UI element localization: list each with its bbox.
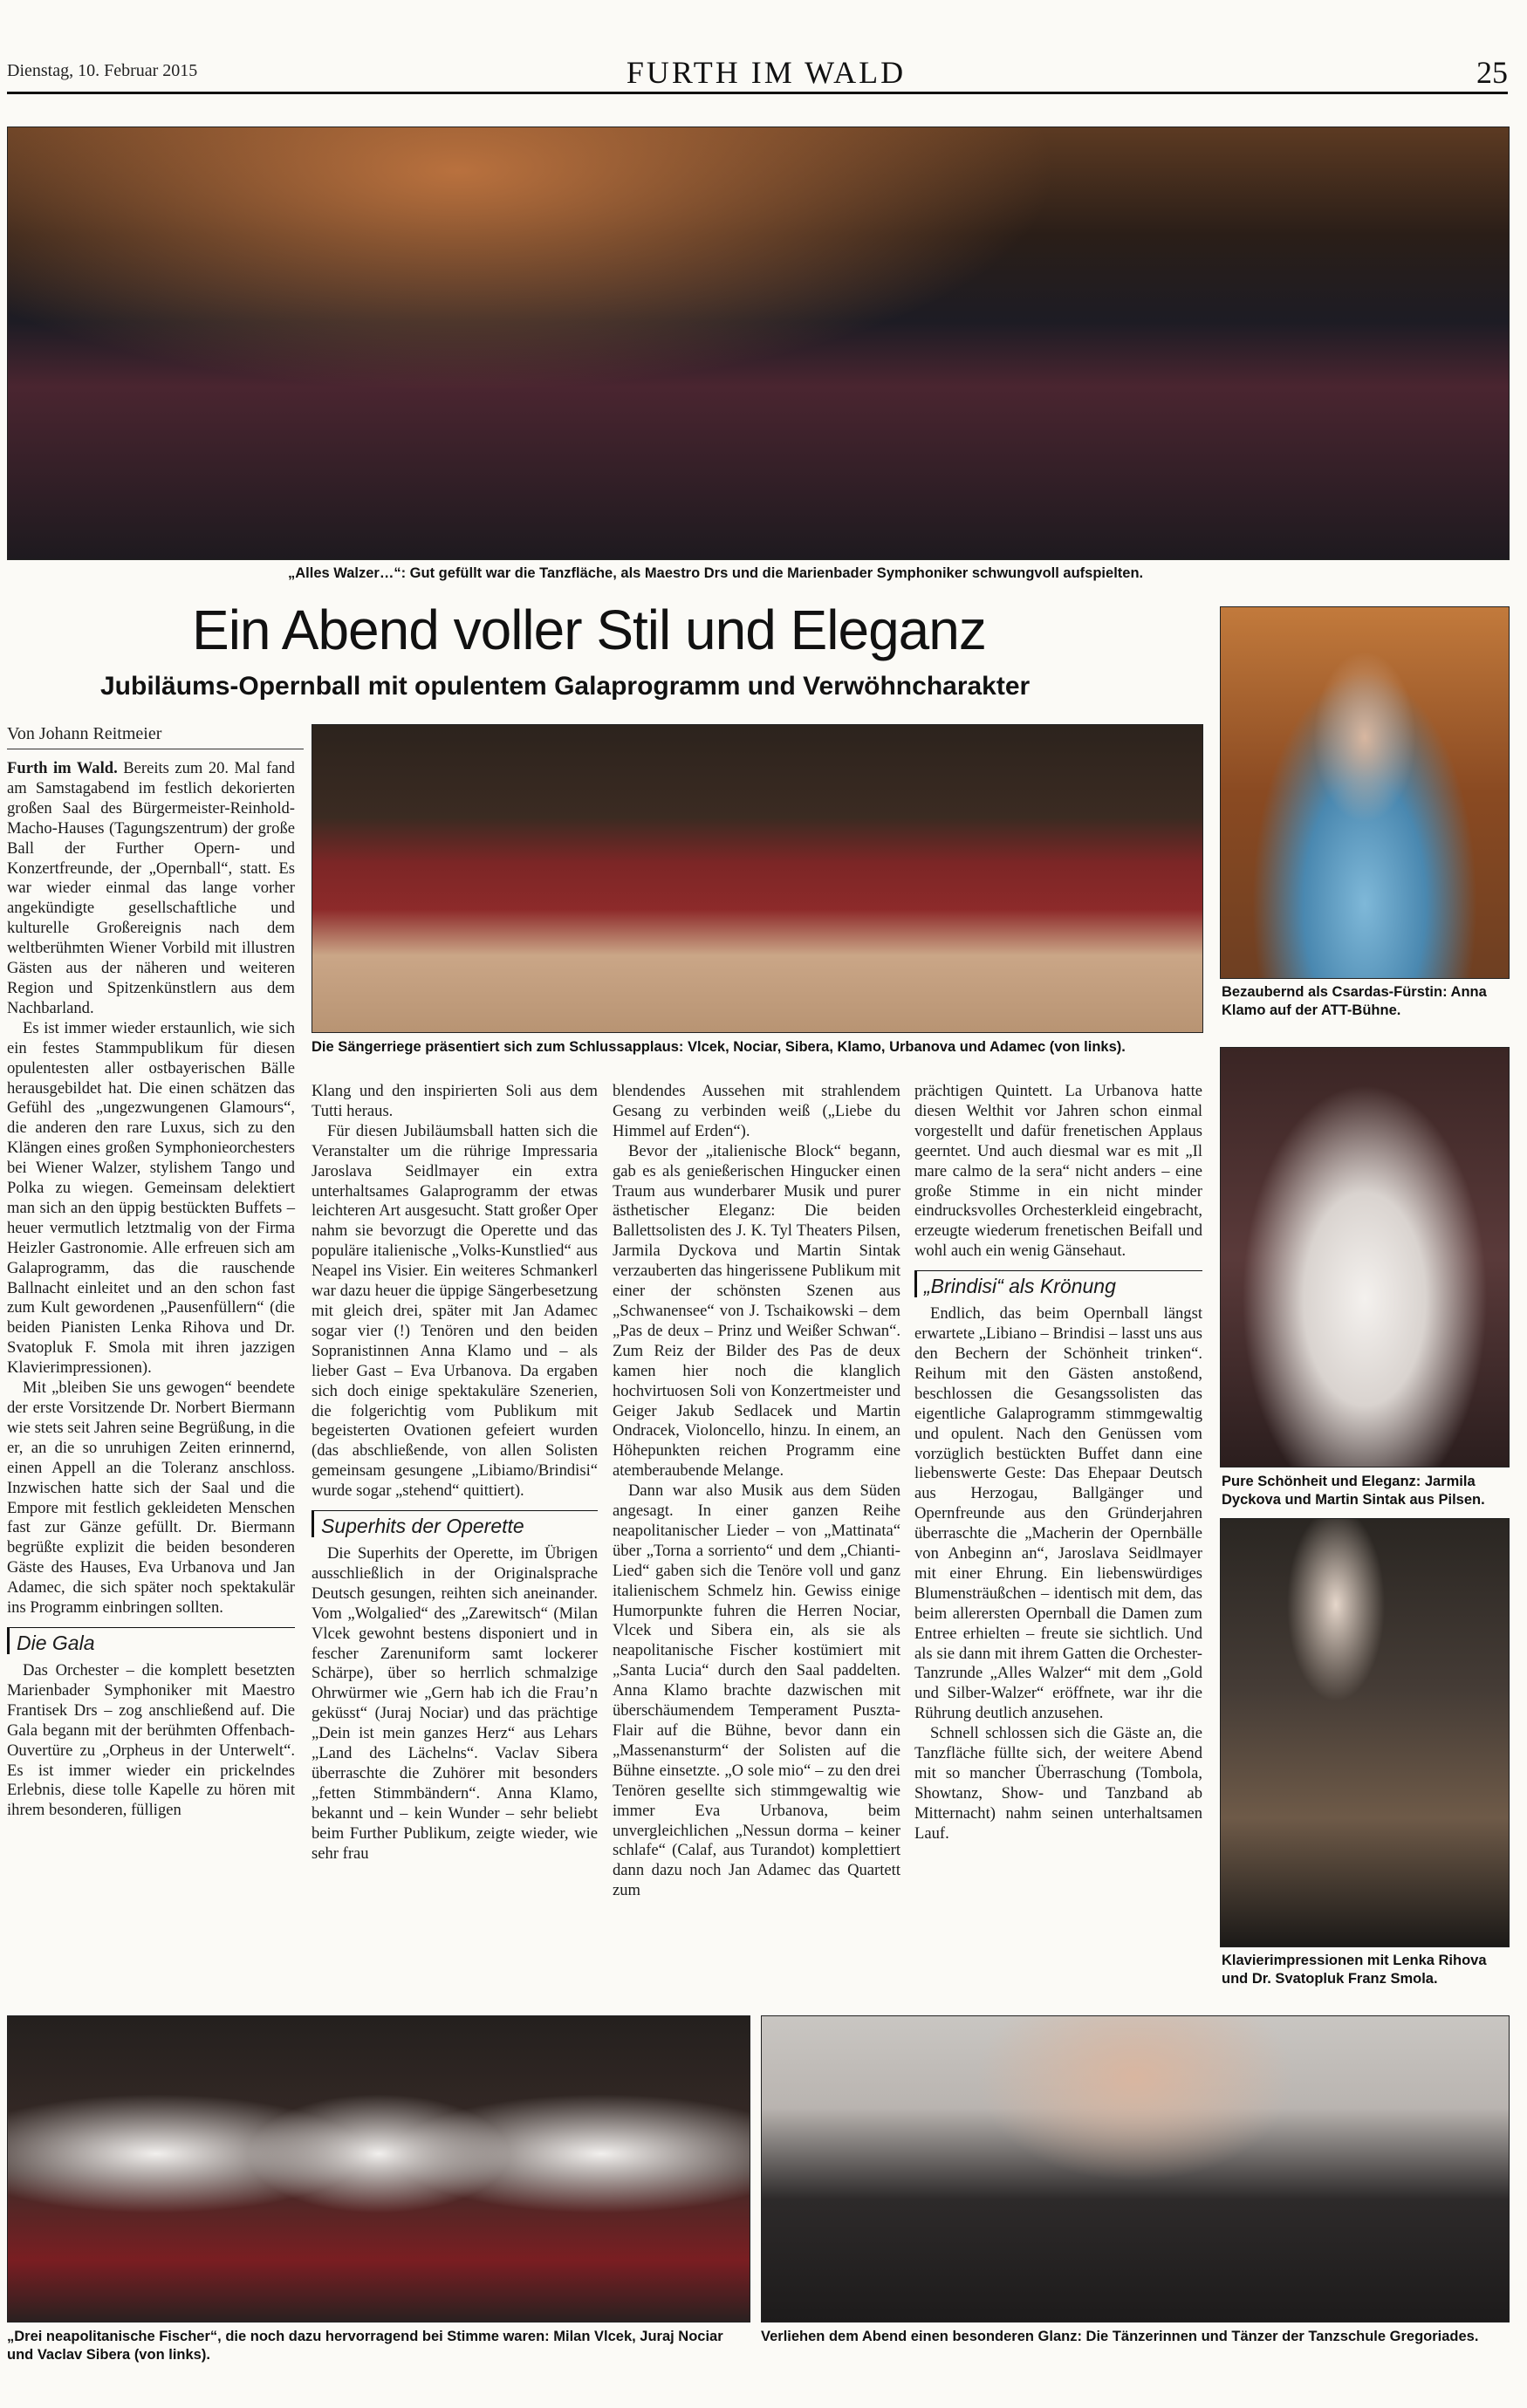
singers-photo xyxy=(312,724,1203,1033)
dancers-photo xyxy=(761,2015,1510,2322)
col2-p3: Die Superhits der Operette, im Übrigen ausschließlich in der Originalsprache Deutsch gesungen, reihten sich aneinander. Vom „Wolgalied“ des „Zarewitsch“ (Milan Vlcek gewohnt bestens disponiert und in fescher Zarenuniform samt lockerer Schärpe), über so herrlich schmalzige Ohrwürmer wie „Gern hab ich die Frau’n geküsst“ (Juraj Nociar) und das prächtige „Dein ist mein ganzes Herz“ aus Lehars „Land des Lächelns“. Vaclav Sibera überraschte die Zuhörer mit besonders „fetten Stimmbändern“. Anna Klamo, bekannt und – kein Wunder – sehr beliebt beim Further Publikum, zeigte wieder, wie sehr frau xyxy=(312,1544,598,1863)
anna-klamo-caption: Bezaubernd als Csardas-Fürstin: Anna Klamo auf der ATT-Bühne. xyxy=(1222,984,1487,1018)
fischer-caption: „Drei neapolitanische Fischer“, die noch dazu hervorragend bei Stimme waren: Milan Vlcek, Juraj Nociar und Vaclav Sibera (von links). xyxy=(7,2329,723,2363)
col2-p2: Für diesen Jubiläumsball hatten sich die Veranstalter um die rührige Impressaria Jaroslava Seidlmayer ein extra unterhaltsames Galaprogramm der etwas leichteren Art ausgesucht. Statt großer Oper nahm sie bevorzugt die Operette und das populäre italienische „Volks-Kunstlied“ aus Neapel ins Visier. Ein weiteres Schmankerl war dazu heuer die üppige Sängerbesetzung mit gleich drei, später mit Jan Adamec sogar vier (!) Tenören und den beiden Sopranistinnen Anna Klamo und – als lieber Gast – Eva Urbanova. Da ergaben sich doch einige spektakuläre Szenerien, die folgerichtig vom Publikum mit begeisterten Ovationen gefeiert wurden (das abschließende, von allen Solisten gemeinsam gesungene „Libiamo/Brindisi“ wurde sogar „stehend“ quittiert). xyxy=(312,1121,598,1501)
dateline: Furth im Wald. xyxy=(7,759,118,777)
headline: Ein Abend voller Stil und Eleganz xyxy=(192,599,986,661)
col3-p1: blendendes Aussehen mit strahlendem Gesang zu verbinden weiß („Liebe du Himmel auf Erden“). xyxy=(613,1082,900,1140)
ballroom-photo xyxy=(7,127,1510,560)
col4-p2: Endlich, das beim Opernball längst erwartete „Libiano – Brindisi – lasst uns aus den Bechern der Schönheit trinken“. Reihum mit den Gästen anstoßend, beschlossen die Gesangssolisten das eigentliche Galaprogramm stimmgewaltig und opulent. Nach den Genüssen vom vorzüglich bestückten Buffet dann eine liebenswerte Geste: Das Ehepaar Deutsch aus Herzogau, Ballgänger und Opernfreunde aus den Gründerjahren überraschte die „Macherin der Opernbälle von Anbeginn an“, Jaroslava Seidlmayer mit einer Ehrung. Ein liebenswürdiges Blumensträußchen – identisch mit dem, das beim allerersten Opernball die Damen zum Entree erhielten – freute sie sichtlich. Und als sie dann mit ihrem Gatten die Orchester-Tanzrunde „Alles Walzer“ mit dem „Gold und Silber-Walzer“ eröffnete, war ihr die Rührung deutlich anzusehen. xyxy=(914,1304,1202,1723)
ballroom-photo-caption: „Alles Walzer…“: Gut gefüllt war die Tanzfläche, als Maestro Drs und die Marienbader Symphoniker schwungvoll aufspielten. xyxy=(288,565,1144,581)
page-header xyxy=(7,54,1508,93)
singers-caption: Die Sängerriege präsentiert sich zum Schlussapplaus: Vlcek, Nociar, Sibera, Klamo, Urbanova und Adamec (von links). xyxy=(312,1039,1126,1055)
subhead-superhits: Superhits der Operette xyxy=(312,1510,598,1537)
col4-p3: Schnell schlossen sich die Gäste an, die Tanzfläche füllte sich, der weitere Abend mit so mancher Überraschung (Tombola, Showtanz, Show- und Tanzband ab Mitternacht) nahm seinen unterhaltsamen Lauf. xyxy=(914,1724,1202,1843)
header-page-number: 25 xyxy=(1476,55,1508,90)
col1-p4: Das Orchester – die komplett besetzten Marienbader Symphoniker mit Maestro Frantisek Drs – zog anschließend auf. Die Gala begann mit der berühmten Offenbach-Ouvertüre zu „Orpheus in der Unterwelt“. Es ist immer wieder ein prickelndes Erlebnis, diese tolle Kapelle zu hören mit ihrem besonderen, fülligen xyxy=(7,1660,295,1820)
piano-photo xyxy=(1220,1518,1510,1947)
col1-p1: Bereits zum 20. Mal fand am Samstagabend im festlich dekorierten großen Saal des Bürgermeister-Reinhold-Macho-Hauses (Tagungszentrum) der große Ball der Further Opern- und Konzertfreunde, der „Opernball“, statt. Es war wieder einmal das lange vorher angekündigte gesellschaftliche und kulturelle Großereignis nach dem weltberühmten Wiener Vorbild mit illustren Gästen aus der näheren und weiteren Region und Spitzenkünstlern aus dem Nachbarland. xyxy=(7,759,295,1017)
col1-p3: Mit „bleiben Sie uns gewogen“ beendete der erste Vorsitzende Dr. Norbert Biermann wie stets seit Jahren seine Begrüßung, in die er, an die so unruhigen Zeiten erinnernd, einen Appell an die Toleranz anschloss. Inzwischen hatte sich der Saal und die Empore mit festlich gekleideten Menschen fast zur Gänze gefüllt. Dr. Biermann begrüßte explizit die beiden besonderen Gäste des Hauses, Eva Urbanova und Jan Adamec, die sich später noch spektakulär ins Programm einbringen sollten. xyxy=(7,1378,295,1618)
subhead-brindisi: „Brindisi“ als Krönung xyxy=(914,1270,1202,1297)
piano-caption: Klavierimpressionen mit Lenka Rihova und Dr. Svatopluk Franz Smola. xyxy=(1222,1953,1487,1987)
col3-p2: Bevor der „italienische Block“ begann, gab es als genießerischen Hingucker einen Traum aus wunderbarer Musik und purer ästhetischer Eleganz: Die beiden Ballettsolisten des J. K. Tyl Theaters Pilsen, Jarmila Dyckova und Martin Sintak verzauberten das hingerissene Publikum mit einer der schönsten Szenen aus „Schwanensee“ von J. Tschaikowski – dem „Pas de deux – Prinz und Weißer Schwan“. Zum Reiz der Bilder des Pas de deux kamen hier noch die klanglich hochvirtuosen Soli von Konzertmeister und Geiger Jakub Sedlacek und Martin Ondracek, Violoncello, hinzu. In einem, an Höhepunkten reichen Programm eine atemberaubende Melange. xyxy=(613,1141,900,1481)
col2-p1: Klang und den inspirierten Soli aus dem Tutti heraus. xyxy=(312,1082,598,1120)
col1-p2: Es ist immer wieder erstaunlich, wie sich ein festes Stammpublikum für diesen opulentesten aller ostbayerischen Bälle herausgebildet hat. Die einen schätzen das Gefühl des „ungezwungenen Glamours“, die anderen den rare Luxus, sich zu den Klängen eines großen Symphonieorchesters bei Wiener Walzer, stylishem Tango und Polka zu wiegen. Gemeinsam delektiert man sich an den üppig bestückten Buffets – heuer vermutlich letztmalig von der Firma Heizler Gastronomie. Alle erfreuen sich am Galaprogramm, das die rauschende Ballnacht einleitet und an den schon fast zum Kult gewordenen „Pausenfüllern“ (die beiden Pianisten Lenka Rihova und Dr. Svatopluk F. Smola mit ihren jazzigen Klavierimpressionen). xyxy=(7,1018,295,1378)
anna-klamo-photo xyxy=(1220,606,1510,979)
ballet-caption: Pure Schönheit und Eleganz: Jarmila Dyckova und Martin Sintak aus Pilsen. xyxy=(1222,1474,1485,1508)
header-rule xyxy=(7,92,1508,94)
article-column-4 xyxy=(914,1082,1202,1844)
subhead-die-gala: Die Gala xyxy=(7,1627,295,1654)
header-date: Dienstag, 10. Februar 2015 xyxy=(7,61,198,80)
col3-p3: Dann war also Musik aus dem Süden angesagt. In einer ganzen Reihe neapolitanischer Lieder – von „Mattinata“ über „Torna a sorriento“ und dem „Chianti-Lied“ gaben sich die Tenöre voll und ganz italienischem Schmelz hin. Gewiss einige Humorpunkte fuhren die Herren Nociar, Vlcek und Sibera ein, als sie als neapolitanische Fischer kostümiert mit „Santa Lucia“ durch den Saal paddelten. Anna Klamo brachte dazwischen mit überschäumendem Temperament Puszta-Flair auf die Bühne, bevor dann ein „Massenansturm“ der Solisten auf die Bühne einsetzte. „O sole mio“ – zu den drei Tenören gesellte sich stimmgewaltig wie immer Eva Urbanova, beim unvergleichlichen „Nessun dorma – keiner schlafe“ (Calaf, aus Turandot) komplettiert dann dazu noch Jan Adamec das Quartett zum xyxy=(613,1481,900,1900)
article-column-2 xyxy=(312,1082,598,1864)
article-column-1 xyxy=(7,759,295,1821)
fischer-photo xyxy=(7,2015,750,2322)
ballet-photo xyxy=(1220,1047,1510,1467)
subheadline: Jubiläums-Opernball mit opulentem Galaprogramm und Verwöhncharakter xyxy=(100,672,1031,701)
col4-p1: prächtigen Quintett. La Urbanova hatte diesen Welthit vor Jahren schon einmal vorgestellt und dafür frenetischen Applaus geerntet. Und auch diesmal war es mit „Il mare calmo de la sera“ nicht anders – eine große Stimme in ein nicht minder eindrucksvolles Orchesterkleid eingebracht, erzeugte wiederum frenetischen Beifall und wohl auch ein wenig Gänsehaut. xyxy=(914,1082,1202,1261)
dancers-caption: Verliehen dem Abend einen besonderen Glanz: Die Tänzerinnen und Tänzer der Tanzschule Gregoriades. xyxy=(761,2329,1479,2344)
article-column-3 xyxy=(613,1082,900,1901)
header-section: FURTH IM WALD xyxy=(626,55,907,90)
author-line: Von Johann Reitmeier xyxy=(7,724,162,743)
